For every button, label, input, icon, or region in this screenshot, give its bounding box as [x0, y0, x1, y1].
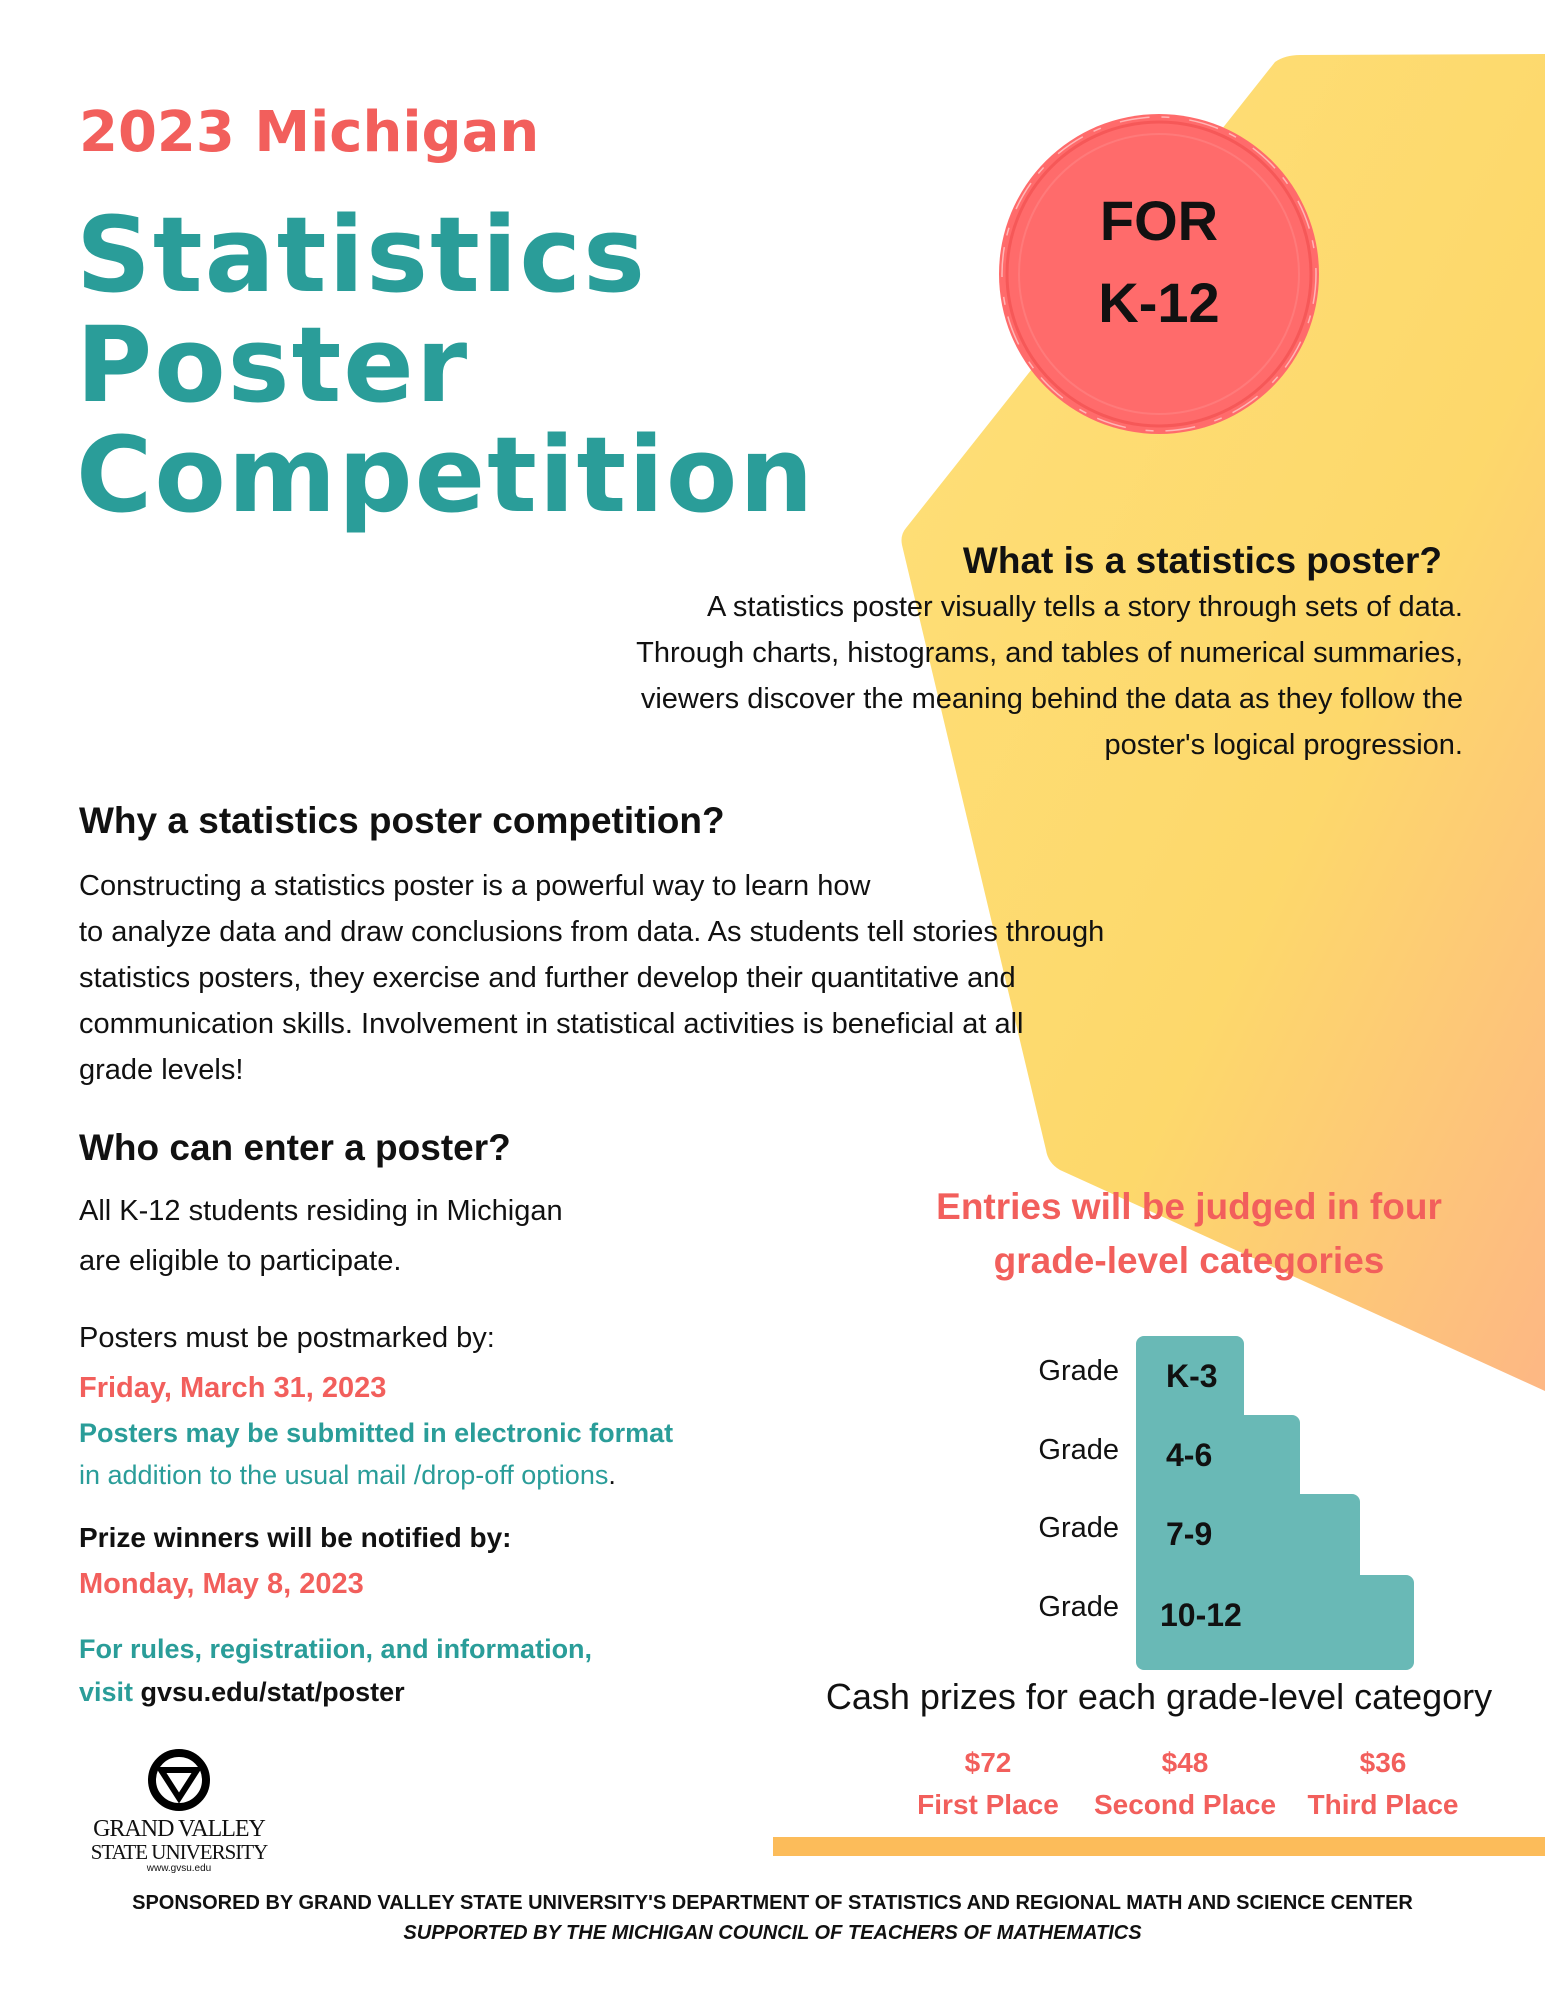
period: . — [608, 1460, 616, 1490]
supporter-text: SUPPORTED BY THE MICHIGAN COUNCIL OF TEACHERS OF MATHEMATICS — [403, 1922, 1142, 1944]
gvsu-logo — [79, 1748, 279, 1874]
grade-range: K-3 — [1166, 1358, 1218, 1394]
categories-heading — [889, 1180, 1489, 1288]
grade-label: Grade — [1038, 1591, 1119, 1623]
prize-place: First Place — [917, 1789, 1059, 1820]
paragraph-line: All K-12 students residing in Michigan — [79, 1195, 563, 1227]
website-link[interactable]: gvsu.edu/stat/poster — [140, 1677, 405, 1707]
logo-url: www.gvsu.edu — [146, 1863, 212, 1874]
paragraph-line: viewers discover the meaning behind the data as they follow the — [640, 683, 1463, 715]
divider-bar — [773, 1837, 1545, 1856]
prize-amount: $36 — [1359, 1747, 1407, 1778]
postmark-label: Posters must be postmarked by: — [79, 1322, 495, 1354]
badge-line: FOR — [1099, 189, 1219, 252]
title-line: Poster — [76, 304, 470, 426]
subtitle: 2023 Michigan — [79, 100, 540, 165]
paragraph-line: Through charts, histograms, and tables of numerical summaries, — [636, 637, 1463, 669]
paragraph-line: statistics posters, they exercise and further develop their quantitative and — [79, 962, 1016, 994]
page-title — [76, 194, 816, 536]
what-heading: What is a statistics poster? — [962, 540, 1442, 581]
why-paragraph — [79, 863, 1279, 1093]
postmark-date: Friday, March 31, 2023 — [79, 1372, 387, 1404]
prize-amount: $72 — [964, 1747, 1012, 1778]
electronic-note-2 — [79, 1460, 616, 1491]
visit-line — [79, 1677, 405, 1708]
paragraph-line: communication skills. Involvement in statistical activities is beneficial at all — [79, 1008, 1024, 1040]
heading-line: grade-level categories — [993, 1240, 1385, 1281]
gvsu-emblem-icon — [147, 1748, 211, 1812]
grade-bar-10-12 — [1136, 1575, 1414, 1670]
grade-label: Grade — [1038, 1512, 1119, 1544]
heading-line: Entries will be judged in four — [936, 1186, 1442, 1227]
electronic-note: Posters may be submitted in electronic format — [79, 1418, 674, 1448]
who-paragraph — [79, 1186, 563, 1286]
cash-prizes-heading: Cash prizes for each grade-level category — [825, 1676, 1493, 1717]
visit-label: visit — [79, 1677, 134, 1707]
prize-third — [1283, 1742, 1483, 1826]
badge-line: K-12 — [1098, 271, 1220, 334]
what-paragraph — [463, 584, 1463, 768]
who-heading: Who can enter a poster? — [79, 1127, 511, 1168]
paragraph-line: are eligible to participate. — [79, 1245, 402, 1277]
logo-line: GRAND VALLEY — [93, 1816, 265, 1842]
electronic-note-text: in addition to the usual mail /drop-off options — [79, 1460, 609, 1490]
grade-label: Grade — [1038, 1434, 1119, 1466]
notify-label: Prize winners will be notified by: — [79, 1522, 512, 1553]
paragraph-line: to analyze data and draw conclusions from data. As students tell stories through — [79, 916, 1105, 948]
prize-place: Third Place — [1307, 1789, 1459, 1820]
grade-range: 4-6 — [1166, 1437, 1213, 1473]
logo-line: STATE UNIVERSITY — [90, 1840, 268, 1864]
prize-second — [1085, 1742, 1285, 1826]
notify-date: Monday, May 8, 2023 — [79, 1568, 364, 1600]
why-heading: Why a statistics poster competition? — [79, 800, 725, 841]
paragraph-line: poster's logical progression. — [1104, 729, 1463, 761]
prize-place: Second Place — [1093, 1789, 1277, 1820]
title-line: Statistics — [76, 194, 647, 316]
prize-amount: $48 — [1161, 1747, 1209, 1778]
title-line: Competition — [76, 414, 816, 536]
paragraph-line: A statistics poster visually tells a story through sets of data. — [707, 591, 1463, 623]
badge-text — [993, 180, 1325, 344]
grade-range: 7-9 — [1166, 1516, 1213, 1552]
rules-line: For rules, registratiion, and information, — [79, 1634, 593, 1664]
paragraph-line: Constructing a statistics poster is a powerful way to learn how — [79, 870, 871, 902]
paragraph-line: grade levels! — [79, 1054, 244, 1086]
prize-first — [888, 1742, 1088, 1826]
grade-range: 10-12 — [1160, 1597, 1242, 1633]
grade-label: Grade — [1038, 1355, 1119, 1387]
sponsor-text: SPONSORED BY GRAND VALLEY STATE UNIVERSITY'S DEPARTMENT OF STATISTICS AND REGIONAL MATH AND SCIENCE CENTER — [132, 1892, 1413, 1914]
